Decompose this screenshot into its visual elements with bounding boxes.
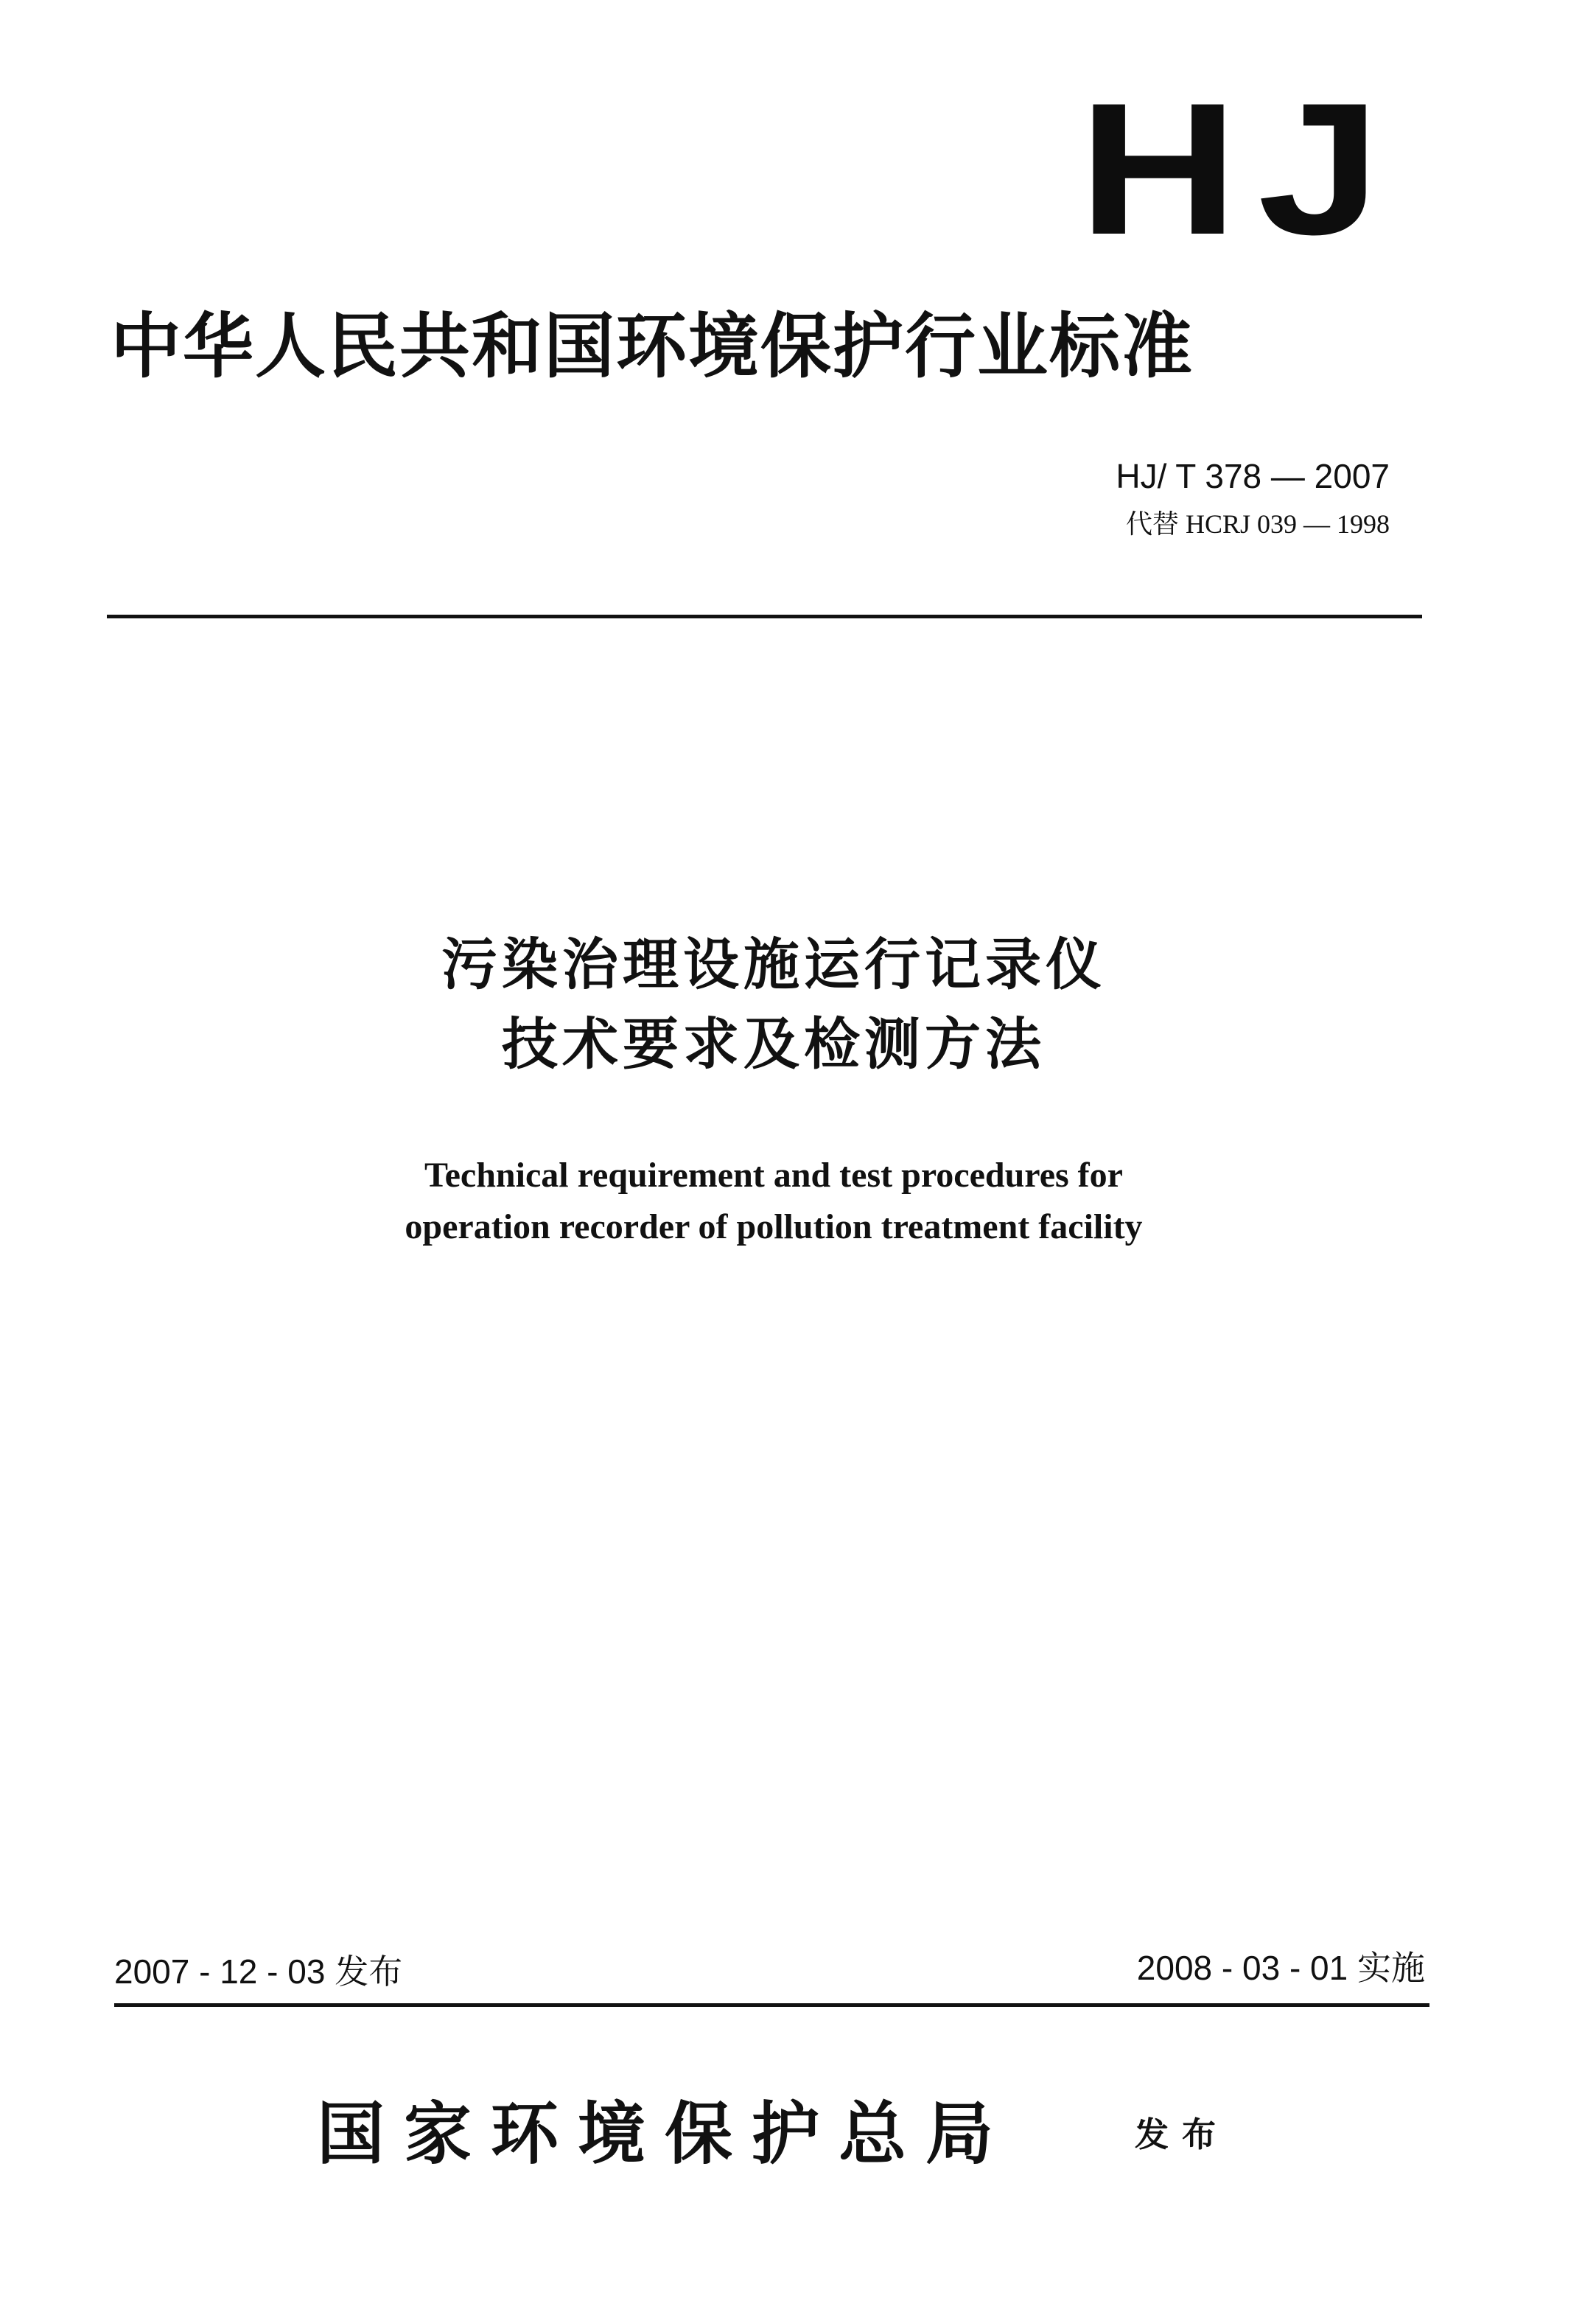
- english-title-line-2: operation recorder of pollution treatment facility: [405, 1207, 1143, 1246]
- bottom-divider: [114, 2003, 1429, 2007]
- publisher-name: 国家环境保护总局: [317, 2094, 1013, 2173]
- english-title: [221, 1150, 1326, 1253]
- replaces-note: 代替 HCRJ 039 — 1998: [1125, 509, 1390, 539]
- header-title: 中华人民共和国环境保护行业标准: [111, 305, 1194, 388]
- chinese-title: [221, 925, 1326, 1084]
- issue-date: 2007 - 12 - 03 发布: [114, 1952, 403, 1991]
- english-title-line-1: Technical requirement and test procedures for: [424, 1156, 1123, 1195]
- chinese-title-line-1: 污染治理设施运行记录仪: [441, 932, 1106, 997]
- top-divider: [107, 615, 1422, 618]
- publisher-action: 发布: [1135, 2115, 1229, 2154]
- standard-number: HJ/ T 378 — 2007: [1116, 457, 1390, 495]
- chinese-title-line-2: 技术要求及检测方法: [502, 1011, 1046, 1077]
- hj-logo: HJ: [1078, 64, 1400, 274]
- implementation-date: 2008 - 03 - 01 实施: [1136, 1949, 1425, 1987]
